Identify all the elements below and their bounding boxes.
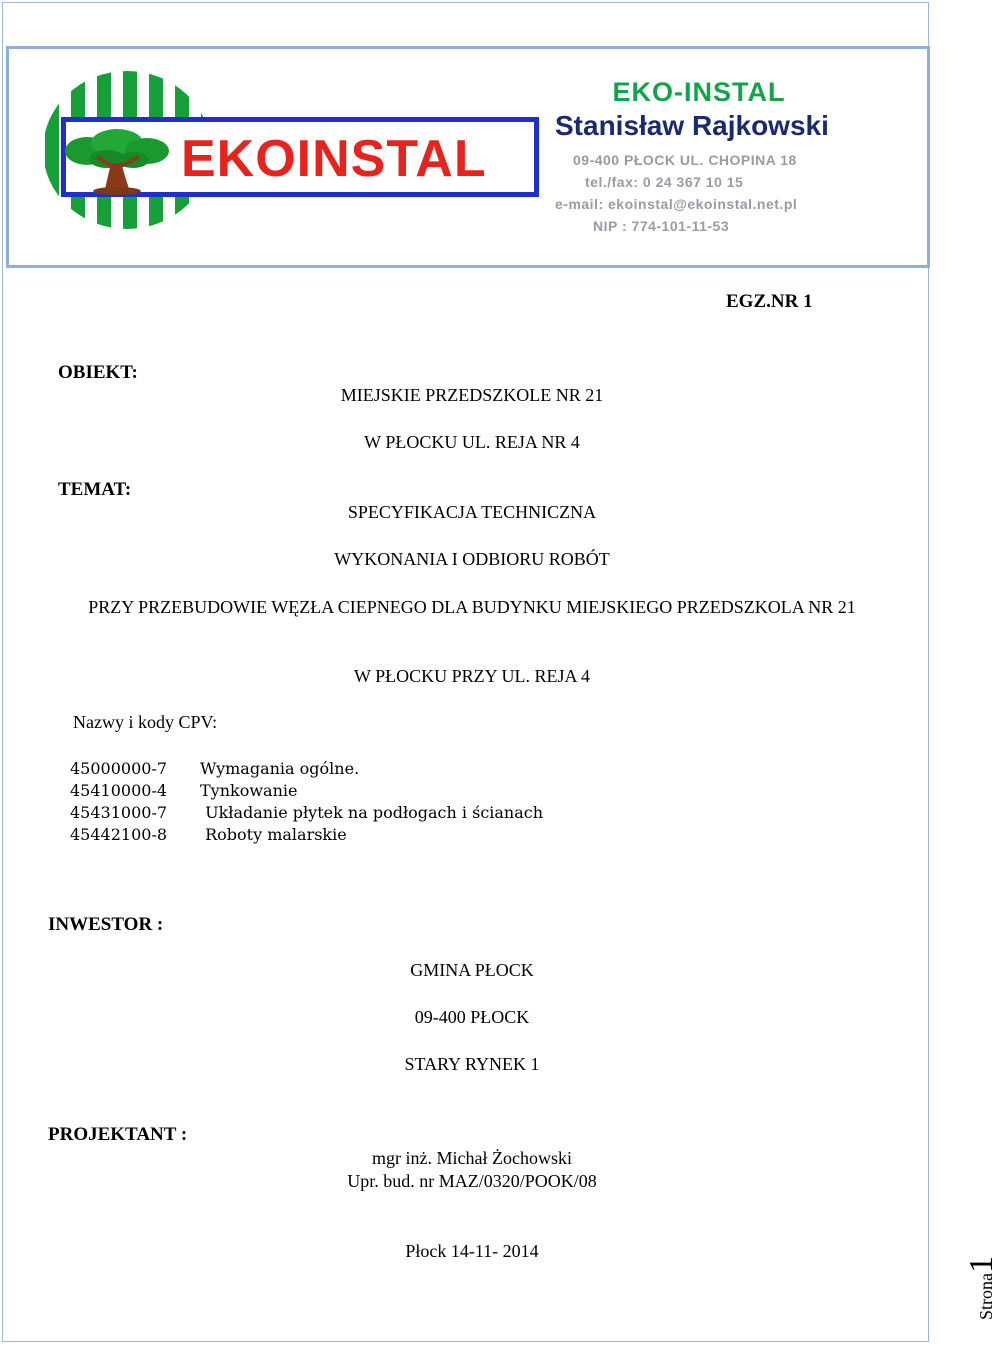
company-email: e-mail: ekoinstal@ekoinstal.net.pl [555, 196, 798, 212]
topic-line-2: WYKONANIA I ODBIORU ROBÓT [334, 549, 610, 569]
company-phone: tel./fax: 0 24 367 10 15 [585, 174, 744, 190]
investor-line-3: STARY RYNEK 1 [404, 1054, 540, 1074]
cpv-name: Roboty malarskie [200, 825, 347, 844]
designer-label: PROJEKTANT : [48, 1124, 188, 1145]
list-item [70, 802, 543, 824]
company-name: EKO-INSTAL [612, 77, 786, 107]
company-info [549, 77, 909, 234]
page-number-footer [933, 1240, 1000, 1320]
page-number: 1 [963, 1256, 1000, 1273]
header-banner [6, 46, 930, 268]
list-item [70, 824, 543, 846]
page-word: Strona [976, 1273, 996, 1320]
tree-icon [61, 127, 171, 197]
cpv-code: 45000000-7 [70, 759, 168, 778]
designer-line-1: mgr inż. Michał Żochowski [372, 1148, 572, 1168]
topic-label: TEMAT: [58, 479, 132, 500]
company-address: 09-400 PŁOCK UL. CHOPINA 18 [573, 152, 797, 168]
object-line-1: MIEJSKIE PRZEDSZKOLE NR 21 [340, 385, 604, 405]
investor-label: INWESTOR : [48, 914, 164, 935]
cpv-code: 45431000-7 [70, 803, 168, 822]
topic-line-1: SPECYFIKACJA TECHNICZNA [347, 502, 597, 522]
list-item [70, 758, 543, 780]
object-line-2: W PŁOCKU UL. REJA NR 4 [364, 432, 580, 452]
logo-text: EKOINSTAL [181, 130, 487, 188]
cpv-list [70, 758, 543, 846]
cpv-code: 45410000-4 [70, 781, 168, 800]
topic-line-3: PRZY PRZEBUDOWIE WĘZŁA CIEPNEGO DLA BUDYNKU MIEJSKIEGO PRZEDSZKOLA NR 21 [88, 597, 856, 617]
topic-line-4: W PŁOCKU PRZY UL. REJA 4 [353, 666, 591, 686]
investor-line-2: 09-400 PŁOCK [414, 1007, 530, 1027]
company-nip: NIP : 774-101-11-53 [593, 218, 730, 234]
copy-number: EGZ.NR 1 [726, 291, 813, 312]
cpv-name: Wymagania ogólne. [200, 759, 360, 778]
object-label: OBIEKT: [58, 362, 138, 383]
place-date: Płock 14-11- 2014 [405, 1241, 539, 1261]
list-item [70, 780, 543, 802]
company-owner: Stanisław Rajkowski [555, 110, 829, 141]
cpv-code: 45442100-8 [70, 825, 168, 844]
designer-line-2: Upr. bud. nr MAZ/0320/POOK/08 [347, 1171, 597, 1191]
investor-line-1: GMINA PŁOCK [410, 960, 534, 980]
cpv-label: Nazwy i kody CPV: [73, 712, 218, 732]
cpv-name: Tynkowanie [200, 781, 298, 800]
cpv-name: Układanie płytek na podłogach i ścianach [200, 803, 544, 822]
